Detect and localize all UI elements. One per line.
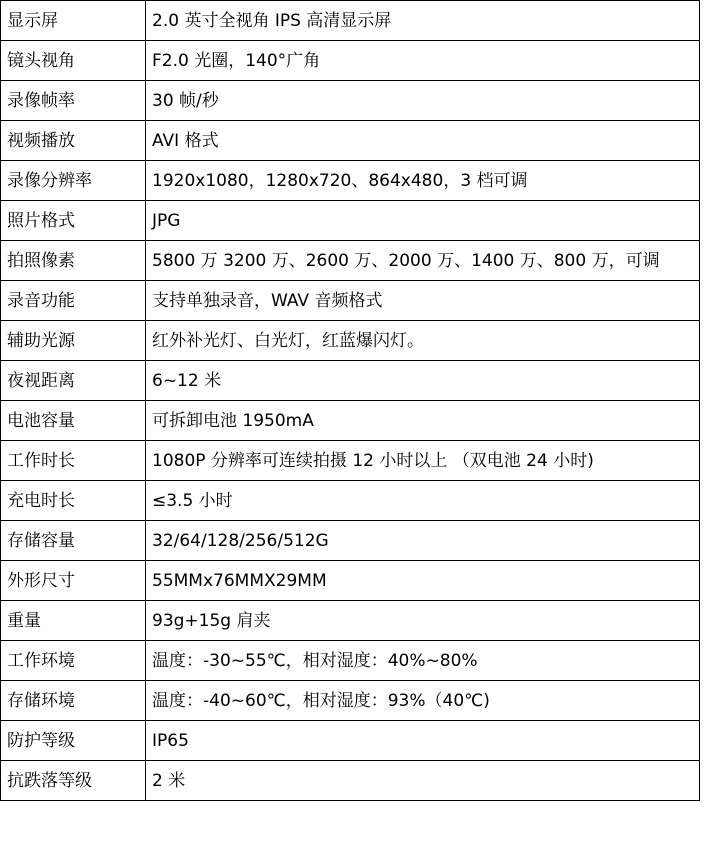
spec-value: 温度：-30~55℃，相对湿度：40%~80% — [146, 641, 700, 681]
spec-value: 55MMx76MMX29MM — [146, 561, 700, 601]
table-row — [1, 761, 700, 801]
spec-value: 2 米 — [146, 761, 700, 801]
spec-value: ≤3.5 小时 — [146, 481, 700, 521]
spec-label: 充电时长 — [1, 481, 146, 521]
table-row — [1, 441, 700, 481]
spec-value: 93g+15g 肩夹 — [146, 601, 700, 641]
spec-label: 外形尺寸 — [1, 561, 146, 601]
spec-label: 工作环境 — [1, 641, 146, 681]
table-row — [1, 361, 700, 401]
spec-label: 视频播放 — [1, 121, 146, 161]
table-row — [1, 281, 700, 321]
spec-value: 支持单独录音，WAV 音频格式 — [146, 281, 700, 321]
spec-label: 存储环境 — [1, 681, 146, 721]
spec-label: 抗跌落等级 — [1, 761, 146, 801]
table-row — [1, 41, 700, 81]
spec-value: 5800 万 3200 万、2600 万、2000 万、1400 万、800 万，可调 — [146, 241, 700, 281]
spec-value: AVI 格式 — [146, 121, 700, 161]
spec-value: 1080P 分辨率可连续拍摄 12 小时以上 （双电池 24 小时) — [146, 441, 700, 481]
table-row — [1, 161, 700, 201]
spec-value: 红外补光灯、白光灯，红蓝爆闪灯。 — [146, 321, 700, 361]
spec-label: 工作时长 — [1, 441, 146, 481]
spec-label: 录像分辨率 — [1, 161, 146, 201]
spec-value: 可拆卸电池 1950mA — [146, 401, 700, 441]
table-row — [1, 201, 700, 241]
spec-label: 电池容量 — [1, 401, 146, 441]
spec-value: F2.0 光圈，140°广角 — [146, 41, 700, 81]
table-row — [1, 721, 700, 761]
spec-label: 镜头视角 — [1, 41, 146, 81]
spec-label: 辅助光源 — [1, 321, 146, 361]
spec-value: 30 帧/秒 — [146, 81, 700, 121]
spec-label: 拍照像素 — [1, 241, 146, 281]
spec-label: 录像帧率 — [1, 81, 146, 121]
spec-table-body — [1, 1, 700, 801]
spec-value: 2.0 英寸全视角 IPS 高清显示屏 — [146, 1, 700, 41]
table-row — [1, 641, 700, 681]
spec-label: 显示屏 — [1, 1, 146, 41]
table-row — [1, 401, 700, 441]
spec-label: 照片格式 — [1, 201, 146, 241]
spec-label: 夜视距离 — [1, 361, 146, 401]
table-row — [1, 1, 700, 41]
spec-label: 存储容量 — [1, 521, 146, 561]
spec-label: 防护等级 — [1, 721, 146, 761]
spec-value: 温度：-40~60℃，相对湿度：93%（40℃) — [146, 681, 700, 721]
spec-label: 录音功能 — [1, 281, 146, 321]
table-row — [1, 561, 700, 601]
table-row — [1, 81, 700, 121]
table-row — [1, 681, 700, 721]
table-row — [1, 241, 700, 281]
spec-value: 32/64/128/256/512G — [146, 521, 700, 561]
spec-label: 重量 — [1, 601, 146, 641]
table-row — [1, 521, 700, 561]
table-row — [1, 481, 700, 521]
spec-value: IP65 — [146, 721, 700, 761]
table-row — [1, 601, 700, 641]
table-row — [1, 121, 700, 161]
spec-value: JPG — [146, 201, 700, 241]
table-row — [1, 321, 700, 361]
spec-value: 1920x1080，1280x720、864x480，3 档可调 — [146, 161, 700, 201]
spec-value: 6~12 米 — [146, 361, 700, 401]
